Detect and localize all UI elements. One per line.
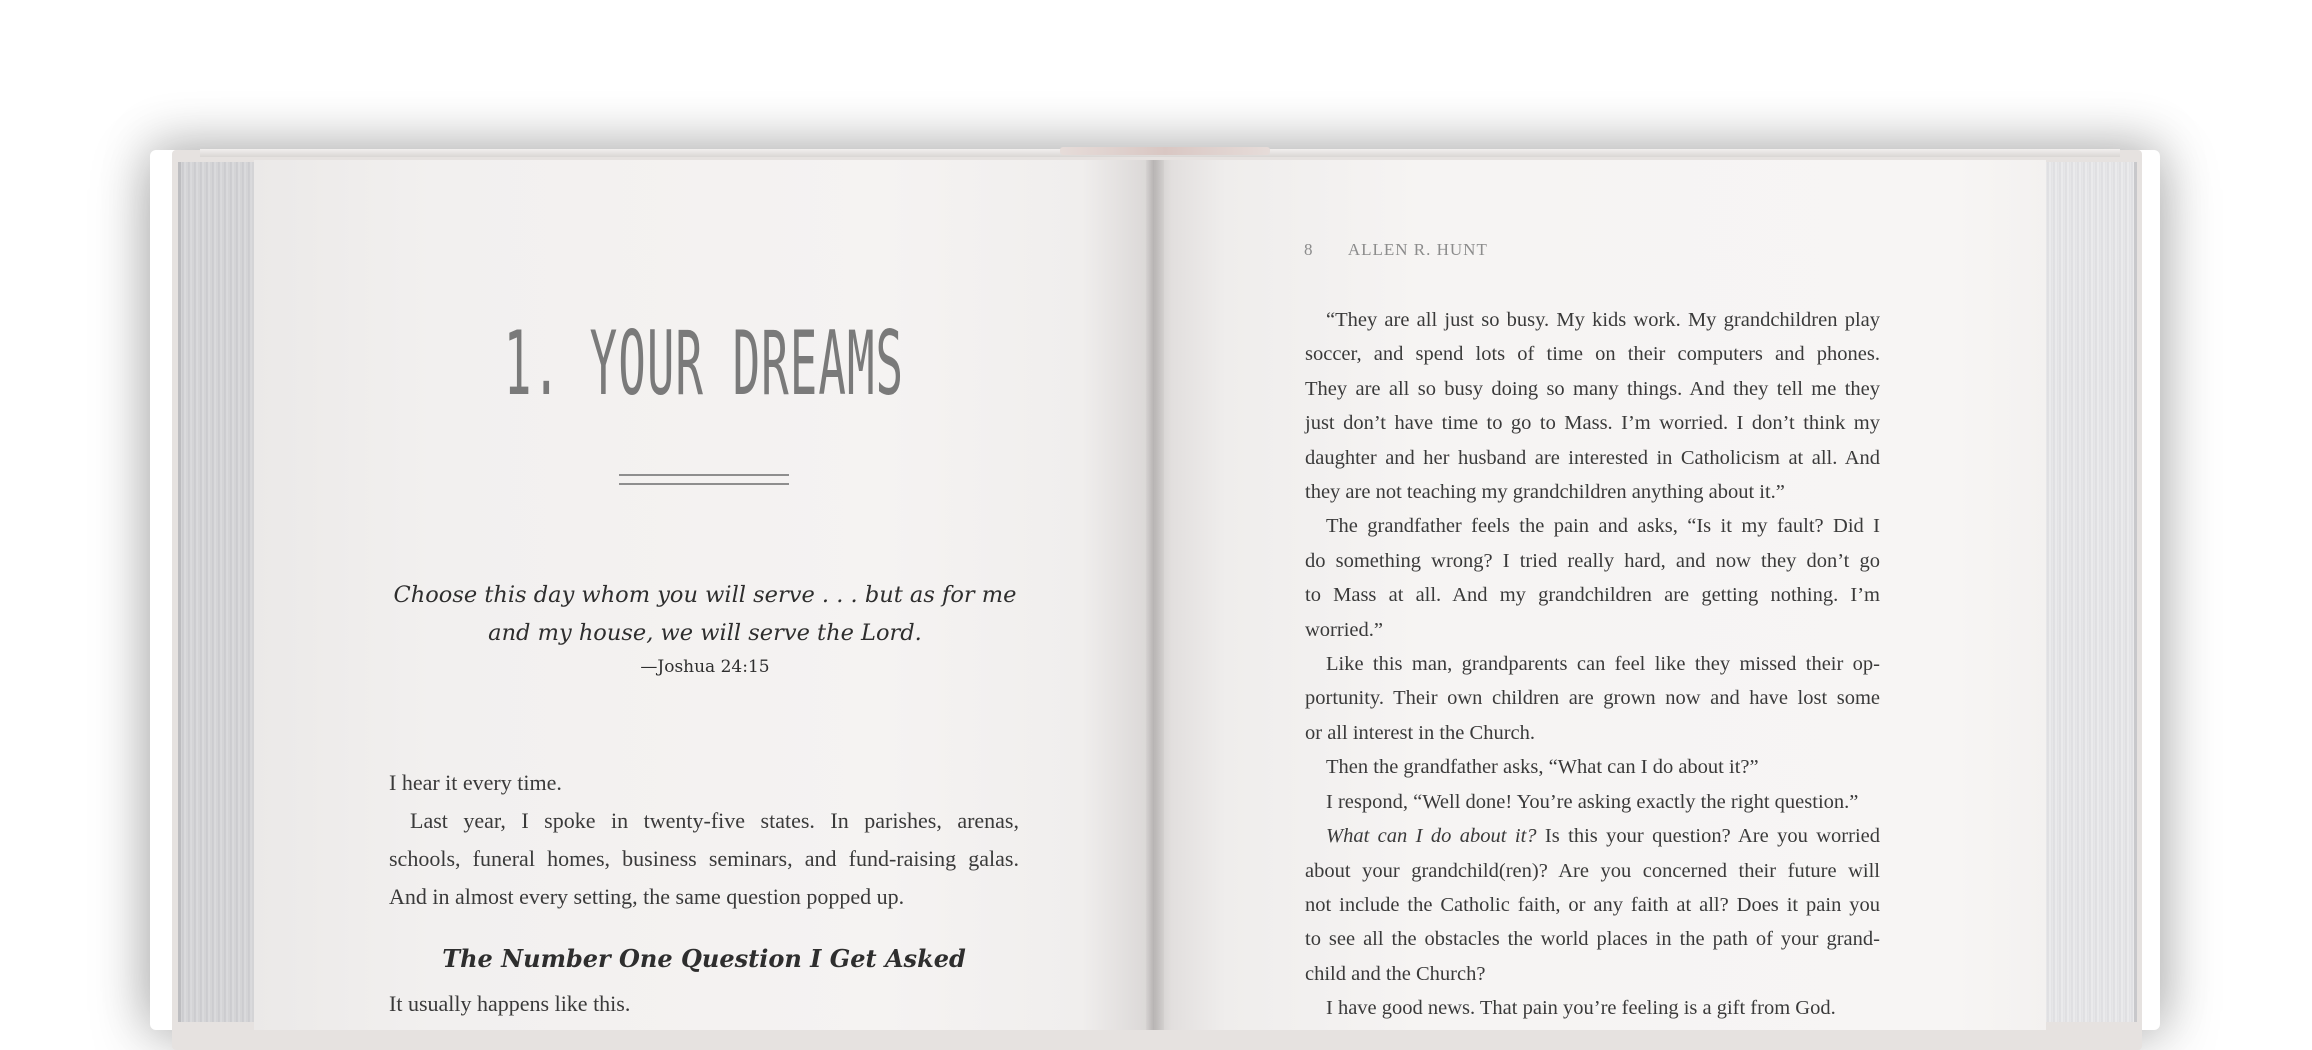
text-line: daughter and her husband are interested in Catholicism at all. And — [1305, 446, 1880, 469]
author-running-head: ALLEN R. HUNT — [1347, 240, 1488, 259]
text-line: child and the Church? — [1305, 962, 1486, 985]
text-line: I respond, “Well done! You’re asking exactly the right question.” — [1326, 790, 1859, 813]
chapter-title: 1. YOUR DREAMS — [503, 312, 905, 415]
text-line: they are not teaching my grandchildren anything about it.” — [1305, 481, 1785, 504]
page-edges-left — [178, 162, 257, 1022]
italic-question: What can I do about it? — [1326, 825, 1537, 848]
epigraph — [380, 576, 1030, 652]
section-subheading: The Number One Question I Get Asked — [442, 944, 966, 973]
spine-headband — [1060, 147, 1270, 155]
text-line: portunity. Their own children are grown now and have lost some — [1305, 687, 1880, 710]
title-rule-bottom — [619, 483, 789, 485]
text-line: soccer, and spend lots of time on their computers and phones. — [1305, 343, 1880, 366]
right-body-text — [1305, 303, 1880, 1026]
text-line: Then the grandfather asks, “What can I do about it?” — [1326, 756, 1759, 779]
epigraph-line: Choose this day whom you will serve . . . but as for me — [393, 582, 1017, 608]
text-line: not include the Catholic faith, or any faith at all? Does it pain you — [1305, 893, 1880, 916]
left-body-text — [389, 764, 1019, 916]
text-run: Is this your question? Are you worried — [1536, 825, 1880, 848]
book-gutter — [1146, 160, 1164, 1030]
text-line: It usually happens like this. — [389, 991, 631, 1016]
left-body-text-2 — [389, 985, 1019, 1023]
text-line: “They are all just so busy. My kids work. My grandchildren play — [1326, 309, 1880, 331]
text-line: or all interest in the Church. — [1305, 721, 1535, 744]
running-head — [1304, 240, 1488, 260]
epigraph-line: and my house, we will serve the Lord. — [488, 620, 922, 646]
page-number: 8 — [1304, 240, 1314, 259]
epigraph-attribution: —Joshua 24:15 — [640, 657, 770, 677]
text-line: worried.” — [1305, 618, 1383, 641]
text-line: The grandfather feels the pain and asks, “Is it my fault? Did I — [1326, 515, 1880, 538]
text-line: I have good news. That pain you’re feeling is a gift from God. — [1326, 997, 1836, 1020]
text-line: They are all so busy doing so many things. And they tell me they — [1305, 377, 1880, 400]
text-line: Last year, I spoke in twenty-five states. In parishes, arenas, — [410, 808, 1019, 833]
text-line: do something wrong? I tried really hard, and now they don’t go — [1305, 549, 1880, 572]
text-line: to see all the obstacles the world places in the path of your grand- — [1305, 928, 1880, 951]
page-edges-right — [2046, 162, 2137, 1022]
text-line: about your grandchild(ren)? Are you concerned their future will — [1305, 859, 1880, 882]
text-line: schools, funeral homes, business seminars, and fund-raising galas. — [389, 846, 1019, 871]
title-rule-top — [619, 474, 789, 476]
text-line: just don’t have time to go to Mass. I’m worried. I don’t think my — [1305, 412, 1880, 435]
text-line — [1305, 819, 1880, 853]
text-line: Like this man, grandparents can feel like they missed their op- — [1326, 653, 1880, 676]
text-line: And in almost every setting, the same question popped up. — [389, 884, 905, 909]
text-line: to Mass at all. And my grandchildren are getting nothing. I’m — [1305, 584, 1880, 607]
text-line: I hear it every time. — [389, 770, 562, 795]
